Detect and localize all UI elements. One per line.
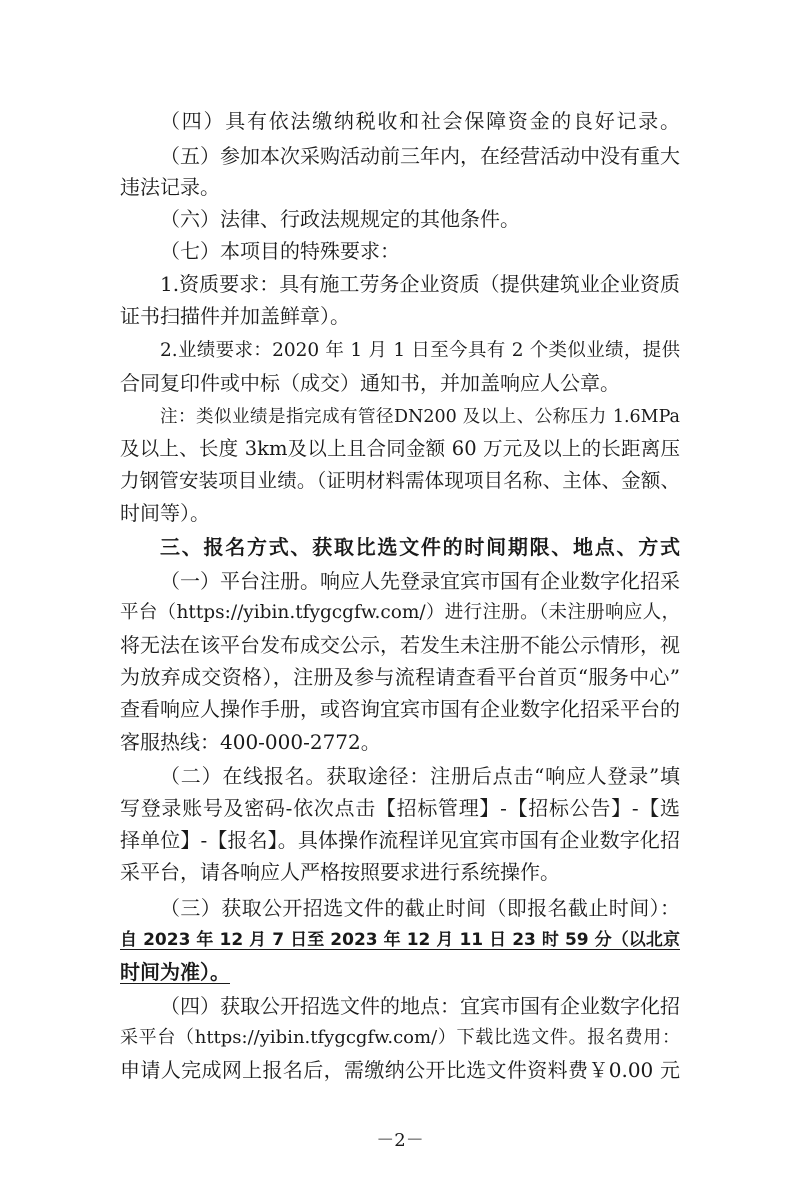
paragraph-line: 力钢管安装项目业绩。（证明材料需体现项目名称、主体、金额、 bbox=[120, 469, 680, 492]
paragraph-line: （四）获取公开招选文件的地点：宜宾市国有企业数字化招 bbox=[160, 994, 680, 1018]
deadline-text: 时间为准）。 bbox=[120, 960, 230, 984]
paragraph-line: 时间等）。 bbox=[120, 501, 210, 525]
paragraph-line: 平台（https://yibin.tfygcgfw.com/）进行注册。（未注册响应人， bbox=[120, 602, 680, 623]
paragraph-line: 查看响应人操作手册，或咨询宜宾市国有企业数字化招采平台的 bbox=[120, 697, 680, 721]
paragraph-line: 将无法在该平台发布成交公示，若发生未注册不能公示情形，视 bbox=[120, 633, 680, 657]
paragraph-line: 择单位】-【报名】。具体操作流程详见宜宾市国有企业数字化招 bbox=[120, 828, 680, 852]
paragraph-line: 采平台（https://yibin.tfygcgfw.com/）下载比选文件。报名费用： bbox=[120, 1027, 680, 1048]
paragraph-line: 采平台，请各响应人严格按照要求进行系统操作。 bbox=[120, 860, 560, 884]
paragraph-line: （二）在线报名。获取途径：注册后点击“响应人登录”填 bbox=[160, 764, 680, 788]
paragraph-line: 及以上、长度 3km及以上且合同金额 60 万元及以上的长距离压 bbox=[120, 437, 680, 460]
paragraph-line: 证书扫描件并加盖鲜章）。 bbox=[120, 304, 350, 328]
paragraph-line: 1.资质要求：具有施工劳务企业资质（提供建筑业企业资质 bbox=[160, 272, 680, 296]
paragraph-line: 合同复印件或中标（成交）通知书，并加盖响应人公章。 bbox=[120, 371, 620, 395]
paragraph-line: （七）本项目的特殊要求： bbox=[160, 239, 400, 263]
paragraph-line: （五）参加本次采购活动前三年内，在经营活动中没有重大 bbox=[160, 144, 680, 168]
paragraph-line: 写登录账号及密码-依次点击【招标管理】-【招标公告】-【选 bbox=[120, 796, 680, 820]
paragraph-line: （六）法律、行政法规规定的其他条件。 bbox=[160, 207, 520, 231]
paragraph-line: 客服热线：400-000-2772。 bbox=[120, 730, 381, 754]
paragraph-line: 为放弃成交资格），注册及参与流程请查看平台首页“服务中心” bbox=[120, 665, 680, 689]
section-heading: 三、报名方式、获取比选文件的时间期限、地点、方式 bbox=[160, 535, 680, 559]
paragraph-line: 申请人完成网上报名后，需缴纳公开比选文件资料费￥0.00 元 bbox=[120, 1058, 680, 1082]
deadline-text: 自 2023 年 12 月 7 日至 2023 年 12 月 11 日 23 时 59 分（以北京 bbox=[120, 930, 680, 950]
paragraph-line: 2.业绩要求：2020 年 1 月 1 日至今具有 2 个类似业绩，提供 bbox=[160, 340, 680, 361]
page-number: －2－ bbox=[376, 1130, 424, 1151]
paragraph-line: 违法记录。 bbox=[120, 175, 220, 199]
paragraph-line: （三）获取公开招选文件的截止时间（即报名截止时间）： bbox=[160, 896, 680, 920]
paragraph-line: 注：类似业绩是指完成有管径DN200 及以上、公称压力 1.6MPa bbox=[160, 407, 680, 427]
paragraph-line: （四）具有依法缴纳税收和社会保障资金的良好记录。 bbox=[160, 109, 680, 133]
paragraph-line: （一）平台注册。响应人先登录宜宾市国有企业数字化招采 bbox=[160, 569, 680, 593]
